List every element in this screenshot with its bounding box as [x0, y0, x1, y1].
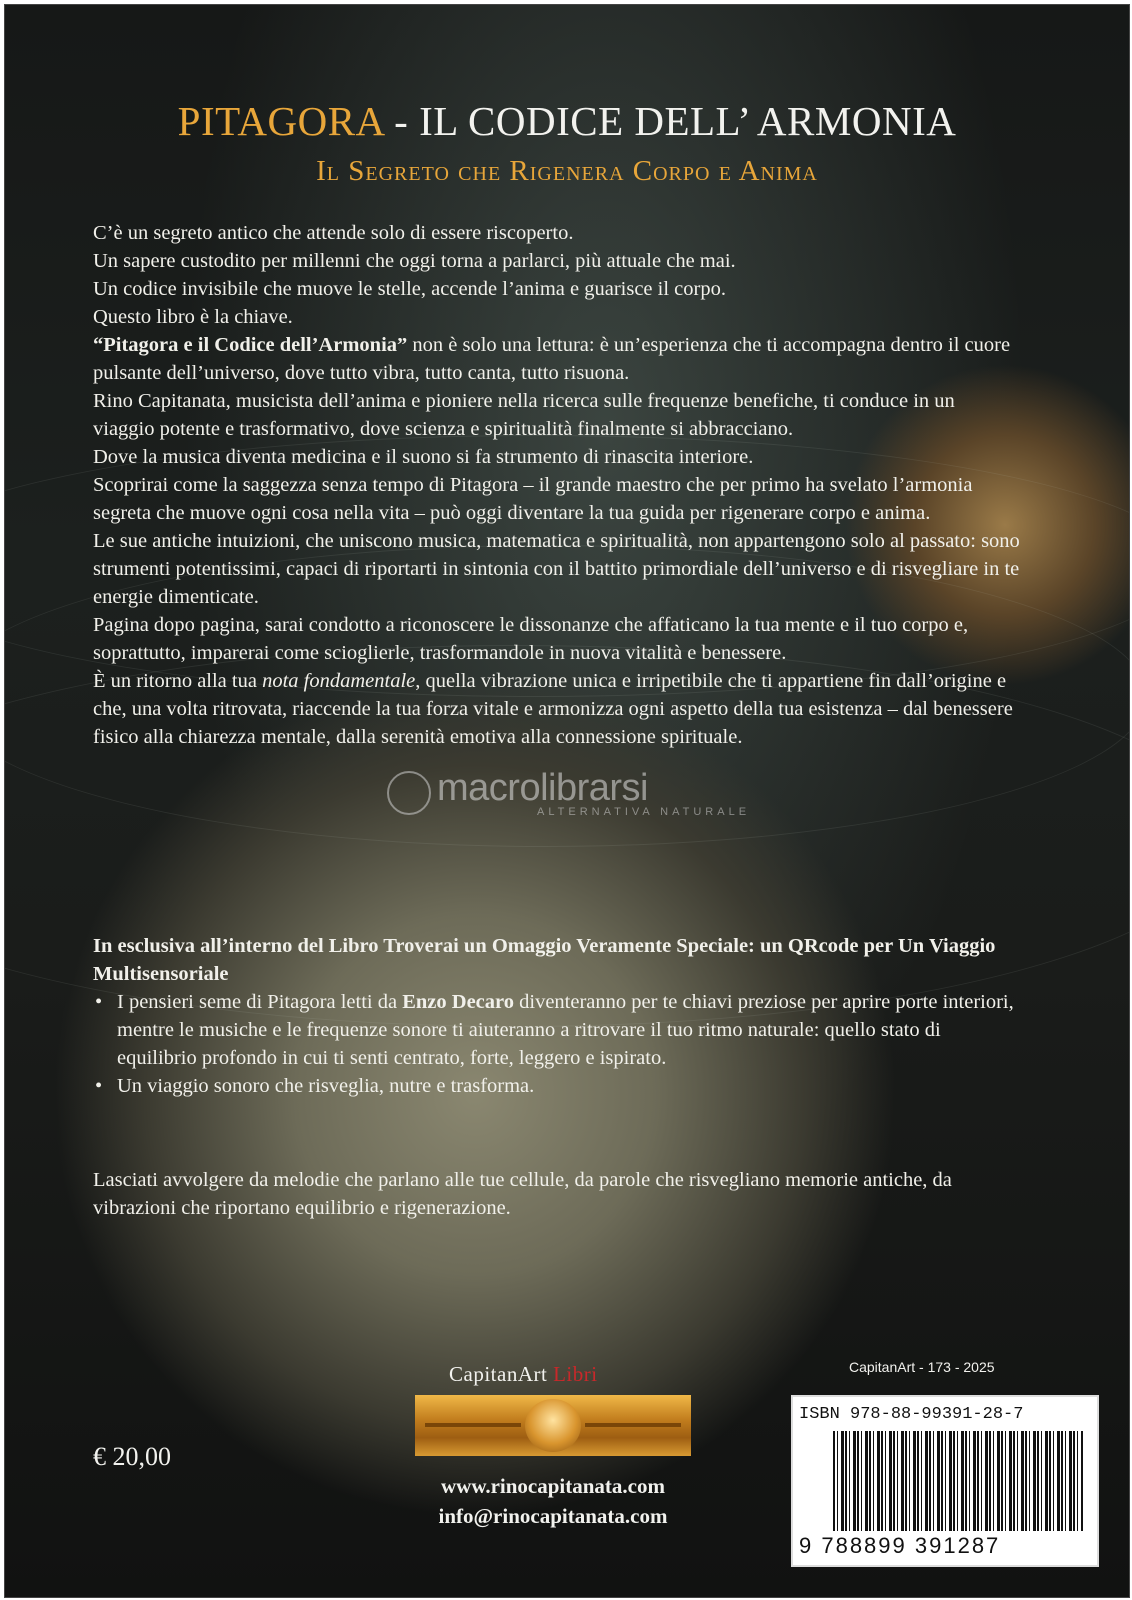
paragraph-text: È un ritorno alla tua: [93, 670, 263, 692]
watermark-text: macrolibrarsi: [437, 767, 648, 809]
list-item: • Un viaggio sonoro che risveglia, nutre e trasforma.: [93, 1072, 1021, 1100]
blurb-paragraph: [93, 331, 1021, 387]
blurb-paragraph: Le sue antiche intuizioni, che uniscono musica, matematica e spiritualità, non appartengono solo al passato: sono strumenti potentissimi, capaci di riportarti in sintonia con il battito primordiale dell’universo e di risvegliare in te energie dimenticate.: [93, 530, 1020, 608]
paragraph-text: non è solo una lettura: è un’esperienza che ti accompagna dentro il cuore pulsante dell’universo, dove tutto vibra, tutto canta, tutto risuona.: [93, 334, 1011, 384]
catalog-code: CapitanArt - 173 - 2025: [849, 1359, 995, 1375]
exclusive-heading: In esclusiva all’interno del Libro Troverai un Omaggio Veramente Speciale: un QRcode per Un Viaggio Multisensoriale: [93, 935, 996, 985]
email-link[interactable]: info@rinocapitanata.com: [438, 1504, 668, 1528]
sun-ray: [425, 1423, 521, 1427]
back-cover: [4, 4, 1130, 1598]
contact-links: [415, 1471, 691, 1531]
blurb-paragraph: Scoprirai come la saggezza senza tempo di Pitagora – il grande maestro che per primo ha svelato l’armonia segreta che muove ogni cosa nella vita – può oggi diventare la tua guida per rigenerare corpo e anima.: [93, 474, 973, 524]
title-part-pitagora: PITAGORA: [177, 98, 384, 144]
watermark-leaf-icon: [387, 771, 431, 815]
list-item: [93, 988, 1021, 1072]
book-title-inline: “Pitagora e il Codice dell’Armonia”: [93, 334, 408, 356]
paragraph-text: I pensieri seme di Pitagora letti da: [117, 991, 403, 1013]
barcode-digits: 9 788899 391287: [799, 1533, 1001, 1558]
sun-face-logo: [415, 1395, 691, 1456]
page-title: [5, 97, 1129, 145]
page-subtitle: Il Segreto che Rigenera Corpo e Anima: [316, 155, 818, 187]
blurb-line: C’è un segreto antico che attende solo di essere riscoperto.: [93, 222, 574, 244]
blurb-paragraph: [93, 667, 1021, 751]
blurb-paragraph: Rino Capitanata, musicista dell’anima e pioniere nella ricerca sulle frequenze benefiche, ti conduce in un viaggio potente e trasformativo, dove scienza e spiritualità finalmente si abbracciano.: [93, 390, 955, 440]
bullet-list: [93, 988, 1021, 1100]
paragraph-text: , quella vibrazione unica e irripetibile che ti appartiene fin dall’origine e che, una volta ritrovata, riaccende la tua forza vitale e armonizza ogni aspetto della tua esistenza – dal benessere fisico alla chiarezza mentale, dalla serenità emotiva alla connessione spirituale.: [93, 670, 1013, 748]
barcode: [833, 1431, 1083, 1531]
exclusive-section: [93, 932, 1021, 1100]
blurb-paragraph: Pagina dopo pagina, sarai condotto a riconoscere le dissonanze che affaticano la tua mente e il tuo corpo e, soprattutto, imparerai come scioglierle, trasformandole in nuova vitalità e benessere.: [93, 614, 969, 664]
italic-term: nota fondamentale: [262, 670, 416, 692]
closing-paragraph: Lasciati avvolgere da melodie che parlano alle tue cellule, da parole che risvegliano memorie antiche, da vibrazioni che riportano equilibrio e rigenerazione.: [93, 1169, 952, 1219]
blurb-line: Un codice invisibile che muove le stelle, accende l’anima e guarisce il corpo.: [93, 278, 726, 300]
sun-face-icon: [525, 1399, 581, 1452]
blurb-line: Un sapere custodito per millenni che oggi torna a parlarci, più attuale che mai.: [93, 250, 736, 272]
price: € 20,00: [93, 1442, 171, 1471]
isbn-label: ISBN 978-88-99391-28-7: [799, 1405, 1024, 1424]
blurb-text: [93, 219, 1021, 751]
publisher-name: [449, 1362, 598, 1387]
sun-ray: [585, 1423, 681, 1427]
title-part-codice: - IL CODICE DELL’ ARMONIA: [383, 98, 957, 144]
narrator-name: Enzo Decaro: [402, 991, 514, 1013]
watermark-subtext: ALTERNATIVA NATURALE: [537, 806, 751, 818]
watermark-logo: [387, 765, 787, 825]
blurb-line: Questo libro è la chiave.: [93, 306, 293, 328]
publisher-name-a: CapitanArt: [449, 1362, 548, 1386]
blurb-paragraph: Dove la musica diventa medicina e il suono si fa strumento di rinascita interiore.: [93, 446, 754, 468]
isbn-barcode-box: [791, 1395, 1099, 1567]
paragraph-text: diventeranno per te chiavi preziose per aprire porte interiori, mentre le musiche e le frequenze sonore ti aiuteranno a ritrovare il tuo ritmo naturale: quello stato di equilibrio profondo in cui ti senti centrato, forte, leggero e ispirato.: [117, 991, 1014, 1069]
publisher-name-b: Libri: [547, 1362, 598, 1386]
website-link[interactable]: www.rinocapitanata.com: [441, 1474, 665, 1498]
